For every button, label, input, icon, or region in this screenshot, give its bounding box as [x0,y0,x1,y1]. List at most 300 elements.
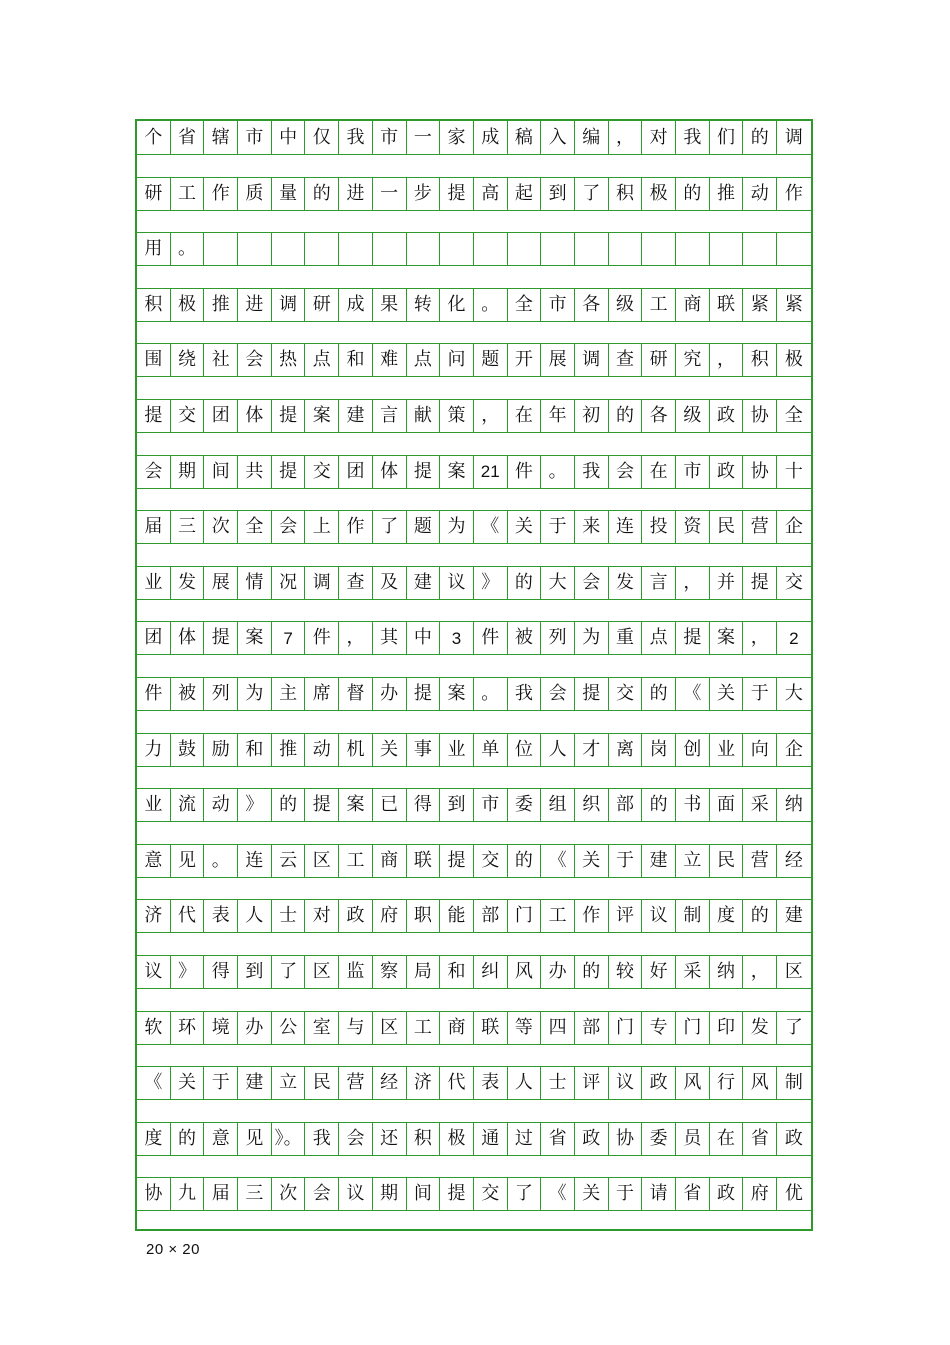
grid-cell: 流 [171,789,205,821]
grid-cell: 市 [474,789,508,821]
grid-cell: 交 [305,456,339,488]
grid-cell: 。 [474,678,508,710]
grid-cell: 投 [642,511,676,543]
grid-cell: 我 [508,678,542,710]
grid-cell: 代 [171,900,205,932]
grid-cell: 见 [238,1123,272,1155]
grid-row [137,733,811,767]
grid-cell: 点 [642,622,676,654]
grid-cell: 纳 [710,956,744,988]
grid-cell: 稿 [508,121,542,154]
grid-cell: 点 [407,344,441,376]
grid-cell: 案 [339,789,373,821]
grid-cell: 推 [272,734,306,766]
grid-cell: 我 [676,121,710,154]
grid-cell: 了 [784,1016,803,1038]
grid-cell: 向 [743,734,777,766]
grid-cell: 在 [642,456,676,488]
grid-row [137,844,811,878]
grid-cell: 策 [440,400,474,432]
grid-cell: 省 [743,1123,777,1155]
grid-cell: 印 [710,1012,744,1044]
grid-cell: 立 [272,1067,306,1099]
grid-cell: 研 [642,344,676,376]
grid-cell: 政 [710,456,744,488]
grid-cell: 机 [339,734,373,766]
grid-cell: 议 [137,956,171,988]
grid-cell: 通 [474,1123,508,1155]
grid-cell: 仅 [305,121,339,154]
grid-cell: 提 [272,456,306,488]
grid-cell: 热 [272,344,306,376]
grid-cell: 和 [238,734,272,766]
grid-cell: 协 [137,1178,171,1210]
grid-cell: 交 [784,571,803,593]
grid-cell: 对 [642,121,676,154]
grid-cell: 得 [407,789,441,821]
grid-cell: 初 [575,400,609,432]
grid-cell: 提 [204,622,238,654]
grid-cell: 岗 [642,734,676,766]
grid-cell: 间 [204,456,238,488]
grid-cell: 工 [541,900,575,932]
grid-cell: 资 [676,511,710,543]
grid-cell: 区 [784,961,803,982]
grid-cell: 提 [305,789,339,821]
grid-cell: 2 [789,628,799,648]
grid-row [137,177,811,211]
grid-cell: 风 [743,1067,777,1099]
grid-cell: 面 [710,789,744,821]
grid-cell: 行 [710,1067,744,1099]
grid-cell: 才 [575,734,609,766]
grid-cell: 研 [305,289,339,321]
grid-cell: 商 [373,845,407,877]
grid-cell: 积 [407,1123,441,1155]
grid-cell: 了 [575,178,609,210]
grid-cell: 极 [642,178,676,210]
grid-cell: 政 [710,400,744,432]
grid-cell: 公 [272,1012,306,1044]
grid-cell: 府 [373,900,407,932]
grid-cell: 来 [575,511,609,543]
grid-cell: 21 [474,456,508,488]
grid-cell: 会 [609,456,643,488]
grid-cell: 济 [137,900,171,932]
grid-cell: 极 [440,1123,474,1155]
grid-cell: 体 [171,622,205,654]
grid-cell: 期 [373,1178,407,1210]
grid-cell: 人 [238,900,272,932]
grid-cell: 于 [609,1178,643,1210]
grid-cell: 采 [743,789,777,821]
grid-cell: 被 [171,678,205,710]
grid-row [137,455,811,489]
grid-cell: 联 [474,1012,508,1044]
grid-cell: 推 [710,178,744,210]
grid-cell: 于 [541,511,575,543]
grid-cell: 察 [373,956,407,988]
grid-cell: 提 [440,1178,474,1210]
grid-cell: 连 [609,511,643,543]
grid-cell: 建 [407,567,441,599]
grid-cell: 制 [676,900,710,932]
grid-cell: 编 [575,121,609,154]
grid-row [137,399,811,433]
grid-cell: 全 [508,289,542,321]
grid-cell: 到 [541,178,575,210]
grid-cell: 动 [743,178,777,210]
grid-cell: 质 [238,178,272,210]
grid-cell: 社 [204,344,238,376]
grid-cell: 7 [272,622,306,654]
grid-cell: 化 [440,289,474,321]
grid-cell: 位 [508,734,542,766]
grid-cell: 于 [609,845,643,877]
grid-cell: 们 [710,121,744,154]
grid-cell: 我 [305,1123,339,1155]
grid-cell: 了 [373,511,407,543]
grid-cell: 研 [137,178,171,210]
grid-cell: 联 [710,289,744,321]
grid-cell: 部 [575,1012,609,1044]
grid-cell: 《 [541,1178,575,1210]
grid-cell: 果 [373,289,407,321]
grid-cell: 对 [305,900,339,932]
grid-cell: 关 [171,1067,205,1099]
grid-cell: 次 [204,511,238,543]
grid-cell: 连 [238,845,272,877]
grid-cell: 十 [784,460,803,482]
grid-cell: 建 [238,1067,272,1099]
grid-cell: 在 [508,400,542,432]
grid-cell: 的 [171,1123,205,1155]
grid-cell: 的 [642,789,676,821]
grid-cell: 见 [171,845,205,877]
grid-row [137,510,811,544]
grid-size-label: 20 × 20 [146,1241,200,1258]
grid-cell: 民 [305,1067,339,1099]
grid-cell: 提 [575,678,609,710]
grid-cell [541,233,575,265]
grid-cell: 共 [238,456,272,488]
grid-cell: 席 [305,678,339,710]
grid-cell: 纳 [784,794,803,816]
grid-cell: 的 [305,178,339,210]
grid-row [137,343,811,377]
grid-cell: 职 [407,900,441,932]
grid-cell [407,233,441,265]
grid-cell: 全 [238,511,272,543]
grid-cell: 了 [508,1178,542,1210]
grid-cell: 与 [339,1012,373,1044]
grid-cell: 及 [373,567,407,599]
grid-cell: 交 [609,678,643,710]
grid-cell: 间 [407,1178,441,1210]
grid-cell: 极 [171,289,205,321]
grid-cell [339,233,373,265]
grid-cell [204,233,238,265]
grid-cell: 题 [407,511,441,543]
grid-cell: 工 [642,289,676,321]
grid-cell: 的 [508,567,542,599]
grid-cell: 级 [676,400,710,432]
grid-cell: 团 [204,400,238,432]
grid-cell [305,233,339,265]
grid-cell: 业 [710,734,744,766]
grid-cell: ， [743,956,777,988]
grid-cell: 市 [238,121,272,154]
grid-cell: 家 [440,121,474,154]
grid-cell: 部 [474,900,508,932]
grid-cell: 成 [339,289,373,321]
grid-cell: 大 [541,567,575,599]
grid-cell: 市 [541,289,575,321]
grid-cell: 业 [137,789,171,821]
grid-cell: 。 [171,233,205,265]
grid-cell: 企 [784,516,803,538]
grid-row [137,566,811,600]
grid-cell: 期 [171,456,205,488]
grid-cell: 等 [508,1012,542,1044]
grid-cell: 被 [508,622,542,654]
grid-cell: 单 [474,734,508,766]
grid-cell: 会 [137,456,171,488]
grid-cell: 经 [373,1067,407,1099]
grid-cell: 个 [137,121,171,154]
grid-cell: 上 [305,511,339,543]
grid-cell: 区 [373,1012,407,1044]
grid-cell: 提 [137,400,171,432]
grid-cell: 我 [339,121,373,154]
grid-cell: 进 [238,289,272,321]
grid-cell: 会 [339,1123,373,1155]
grid-cell: 民 [710,845,744,877]
grid-cell: 展 [541,344,575,376]
grid-cell: 调 [784,126,803,148]
grid-cell: 重 [609,622,643,654]
grid-cell: 制 [784,1072,803,1094]
grid-cell: 工 [339,845,373,877]
grid-cell: 发 [743,1012,777,1044]
grid-cell: 和 [339,344,373,376]
grid-cell: 已 [373,789,407,821]
grid-cell: 省 [541,1123,575,1155]
grid-cell: 书 [676,789,710,821]
grid-cell: 进 [339,178,373,210]
grid-cell: 协 [743,400,777,432]
grid-cell: 入 [541,121,575,154]
grid-cell [676,233,710,265]
grid-cell: 商 [440,1012,474,1044]
grid-cell: 营 [743,845,777,877]
grid-cell: 鼓 [171,734,205,766]
grid-cell: 年 [541,400,575,432]
grid-cell: 关 [508,511,542,543]
grid-cell: 主 [272,678,306,710]
grid-cell: 交 [171,400,205,432]
grid-cell: 查 [339,567,373,599]
grid-cell: 辖 [204,121,238,154]
grid-cell: 监 [339,956,373,988]
grid-cell [373,233,407,265]
grid-cell: 议 [609,1067,643,1099]
grid-cell: ， [339,622,373,654]
grid-cell: 了 [272,956,306,988]
grid-cell: 政 [575,1123,609,1155]
grid-cell [777,233,811,265]
grid-cell [743,233,777,265]
grid-cell: 风 [676,1067,710,1099]
grid-cell: 还 [373,1123,407,1155]
grid-cell: 于 [743,678,777,710]
grid-cell: 步 [407,178,441,210]
grid-cell: 案 [440,456,474,488]
grid-cell: 局 [407,956,441,988]
grid-cell: 成 [474,121,508,154]
grid-cell: 会 [541,678,575,710]
grid-cell: 开 [508,344,542,376]
grid-cell: 的 [676,178,710,210]
grid-cell: 境 [204,1012,238,1044]
grid-cell: 工 [407,1012,441,1044]
grid-cell: 为 [575,622,609,654]
grid-cell: 部 [609,789,643,821]
grid-cell: 政 [710,1178,744,1210]
grid-cell: 团 [339,456,373,488]
grid-cell: 四 [541,1012,575,1044]
grid-cell: 难 [373,344,407,376]
grid-cell: 工 [171,178,205,210]
grid-cell: 提 [440,178,474,210]
grid-cell: 并 [710,567,744,599]
grid-cell: 营 [339,1067,373,1099]
grid-cell: 议 [642,900,676,932]
grid-cell: ， [676,567,710,599]
grid-row [137,1177,811,1211]
grid-row [137,1066,811,1100]
grid-cell: 建 [784,905,803,927]
grid-cell: 得 [204,956,238,988]
grid-cell: 和 [440,956,474,988]
grid-cell: 围 [137,344,171,376]
grid-cell: 积 [609,178,643,210]
grid-cell: 的 [743,900,777,932]
grid-cell: ， [743,622,777,654]
grid-cell: 市 [676,456,710,488]
grid-cell: 经 [784,849,803,871]
grid-cell: 一 [407,121,441,154]
grid-cell: 推 [204,289,238,321]
grid-cell: 次 [272,1178,306,1210]
grid-cell: 士 [541,1067,575,1099]
grid-cell: 协 [609,1123,643,1155]
grid-cell: 转 [407,289,441,321]
grid-cell: 省 [171,121,205,154]
grid-cell: 会 [272,511,306,543]
grid-row [137,288,811,322]
grid-cell: 督 [339,678,373,710]
grid-cell: 各 [575,289,609,321]
grid-cell: 的 [508,845,542,877]
grid-cell: 级 [609,289,643,321]
grid-cell: 组 [541,789,575,821]
grid-cell: 提 [743,567,777,599]
grid-cell: 大 [784,683,803,704]
grid-cell: 力 [137,734,171,766]
grid-cell: 提 [676,622,710,654]
grid-cell: 提 [407,678,441,710]
grid-cell: 作 [204,178,238,210]
grid-cell [575,233,609,265]
grid-row [137,232,811,266]
grid-cell: 委 [642,1123,676,1155]
grid-cell: 代 [440,1067,474,1099]
grid-cell: 离 [609,734,643,766]
grid-cell [440,233,474,265]
grid-cell: 区 [305,845,339,877]
grid-cell: 联 [407,845,441,877]
grid-cell: 发 [171,567,205,599]
grid-cell: 协 [743,456,777,488]
grid-cell: 关 [575,845,609,877]
grid-cell: 会 [238,344,272,376]
grid-cell: 作 [784,182,803,204]
grid-cell: 。 [204,845,238,877]
grid-cell: 届 [204,1178,238,1210]
grid-cell: 门 [508,900,542,932]
grid-cell: 三 [171,511,205,543]
grid-cell: 办 [373,678,407,710]
grid-cell: 其 [373,622,407,654]
grid-cell: 案 [305,400,339,432]
grid-cell: 市 [373,121,407,154]
grid-cell: 办 [541,956,575,988]
grid-cell: 《 [137,1067,171,1099]
grid-cell: 言 [373,400,407,432]
grid-cell: 关 [575,1178,609,1210]
grid-cell: 积 [137,289,171,321]
grid-cell: 3 [440,622,474,654]
grid-cell: 中 [272,121,306,154]
grid-cell: 届 [137,511,171,543]
grid-cell: 量 [272,178,306,210]
grid-cell: 评 [609,900,643,932]
grid-cell: 请 [642,1178,676,1210]
grid-cell: 好 [642,956,676,988]
grid-cell: 。 [474,289,508,321]
grid-cell: 况 [272,567,306,599]
grid-cell: 提 [407,456,441,488]
grid-cell: 案 [440,678,474,710]
grid-cell: 言 [642,567,676,599]
grid-cell: 区 [305,956,339,988]
grid-cell: 济 [407,1067,441,1099]
grid-cell: 事 [407,734,441,766]
grid-cell: 作 [339,511,373,543]
grid-cell: 委 [508,789,542,821]
grid-cell [642,233,676,265]
grid-cell: 省 [676,1178,710,1210]
grid-cell: 查 [609,344,643,376]
grid-cell: 极 [784,349,803,371]
grid-cell [508,233,542,265]
grid-cell: 团 [137,622,171,654]
grid-row [137,788,811,822]
grid-cell: 能 [440,900,474,932]
grid-cell: 采 [676,956,710,988]
grid-cell: 各 [642,400,676,432]
